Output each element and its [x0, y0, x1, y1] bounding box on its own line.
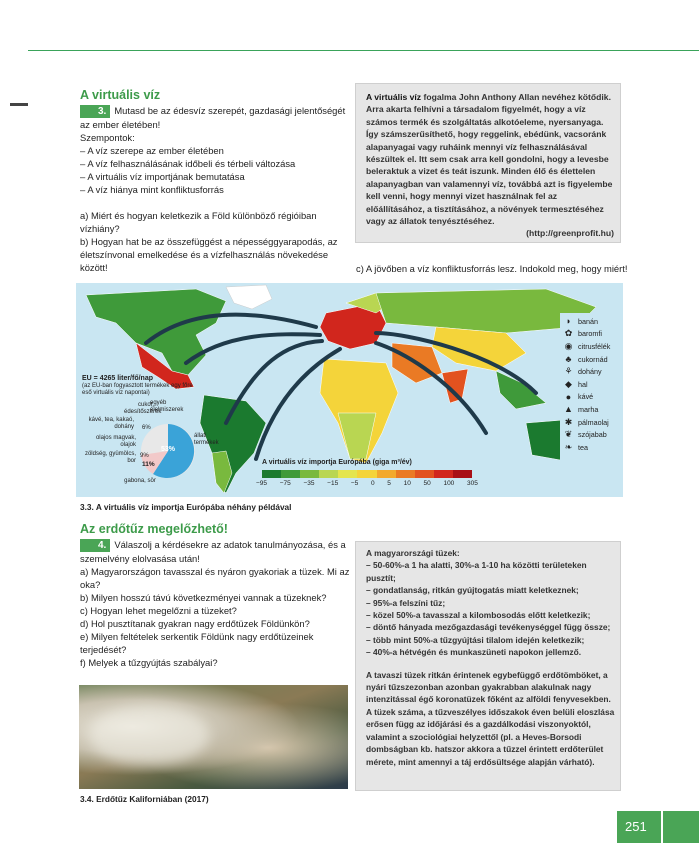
legend-label: tea: [578, 442, 588, 452]
page-number-divider: [661, 811, 663, 843]
legend-item: [562, 441, 622, 454]
note-hungarian-fires: [356, 542, 620, 790]
eu-stat-value: EU = 4265 liter/fő/nap: [82, 375, 153, 382]
photo-caption: 3.4. Erdőtűz Kaliforniában (2017): [80, 794, 209, 804]
wildfire-satellite-photo: [79, 685, 348, 789]
tobacco-icon: ⚘: [564, 366, 573, 377]
eu-stat: [82, 375, 202, 397]
task-text: Válaszolj a kérdésekre az adatok tanulmányozása, és a szemelvény elolvasása után!: [80, 539, 346, 564]
pie-pct-9: 9%: [140, 453, 149, 459]
list-item: – A virtuális víz importjának bemutatása: [80, 170, 348, 183]
tea-icon: ❧: [564, 441, 573, 452]
scale-swatch: [281, 470, 300, 478]
question: f) Melyek a tűzgyújtás szabályai?: [80, 657, 218, 668]
list-item: – A víz szerepe az ember életében: [80, 144, 348, 157]
scale-tick: −15: [327, 480, 339, 487]
scale-tick: −35: [303, 480, 315, 487]
citrus-icon: ◉: [564, 340, 573, 351]
scale-swatch: [396, 470, 415, 478]
section-virtual-water: [80, 88, 348, 274]
palm-oil-icon: ✱: [564, 416, 573, 427]
page-number-box: [617, 811, 699, 843]
pie-pct-gabona: 11%: [142, 461, 155, 468]
note-source: (http://greenprofit.hu): [526, 228, 614, 239]
legend-item: [562, 391, 622, 404]
scale-swatch: [300, 470, 319, 478]
legend-item: [562, 403, 622, 416]
scale-tick: 100: [443, 480, 455, 487]
list-item: – gondatlanság, ritkán gyújtogatás miatt keletkeznek;: [366, 584, 616, 596]
scale-tick: −5: [350, 480, 359, 487]
legend-label: pálmaolaj: [578, 417, 609, 427]
sugarcane-icon: ♣: [565, 354, 572, 365]
scale-tick: 5: [387, 480, 391, 487]
section-wildfire: [80, 522, 350, 669]
task-number: 3.: [80, 105, 110, 118]
scale-swatch: [338, 470, 357, 478]
legend-label: szójabab: [578, 430, 607, 440]
greenland: [226, 285, 272, 309]
question-a: a) Miért és hogyan keletkezik a Föld különböző régióiban vízhiány?: [80, 210, 317, 234]
section-title: A virtuális víz: [80, 88, 161, 102]
arrow-na2: [186, 334, 320, 363]
map-caption: 3.3. A virtuális víz importja Európába néhány példával: [80, 502, 292, 512]
legend-label: dohány: [578, 367, 602, 377]
scale-swatch: [262, 470, 281, 478]
pie-pct-main: 53%: [161, 446, 176, 453]
world-map-figure: [76, 283, 623, 497]
legend-item: [562, 378, 622, 391]
task-4: [80, 538, 350, 565]
list-item: – közel 50%-a tavasszal a kilombosodás előtt keletkezik;: [366, 609, 616, 621]
points-label: Szempontok:: [80, 132, 135, 143]
pie-label-zoldseg: zöldség, gyümölcs, bor: [84, 451, 136, 464]
legend-label: marha: [578, 404, 599, 414]
note-text: fogalma John Anthony Allan nevéhez kötődik. Arra akarta felhívni a társadalom figyelmét, hogy a víz számos termék és szolgáltatás alkotóeleme, nyersanyaga. Így számszerűsíthető, hogy reggelink, ebédünk, vacsoránk alapanyagai vagy ruháink mennyi víz felhasználásával készültek el. Itt sem csak arra kell gondolni, hogy a levesbe beleraktuk a vizet és teát iszunk. Minden élő és élettelen alapanyagban van valamennyi víz, továbbá azt is figyelembe kell venni, hogy mennyi vizet használnak fel az előállításához, a tisztításához, a növények termesztéséhez vagy az állatok tenyésztéséhez.: [366, 92, 613, 227]
scale-tick: 50: [423, 480, 431, 487]
smoke-plume: [89, 705, 209, 765]
page-number: 251: [625, 819, 647, 834]
legend-label: banán: [578, 316, 598, 326]
legend-item: [562, 416, 622, 429]
product-legend: [562, 315, 622, 454]
scale-swatch: [415, 470, 434, 478]
list-item: – 40%-a hétvégén és munkaszüneti napokon jellemző.: [366, 646, 616, 658]
list-item: – 95%-a felszíni tűz;: [366, 597, 616, 609]
pie-label-cukor: cukor, édesítőszerek: [124, 402, 162, 415]
color-scale: [262, 470, 472, 478]
pie-label-olaj: olajos magvak, olajok: [95, 435, 136, 448]
note-term: A virtuális víz: [366, 92, 422, 102]
scale-tick: −95: [256, 480, 268, 487]
task-3: [80, 104, 348, 131]
legend-item: [562, 340, 622, 353]
scale-title: A virtuális víz importja Európába (giga m³/év): [262, 459, 412, 466]
pie-pct-6: 6%: [142, 425, 151, 431]
section-title: Az erdőtűz megelőzhető!: [80, 522, 228, 536]
fish-icon: ◆: [565, 378, 572, 389]
list-item: – döntő hányada mezőgazdasági tevékenységgel függ össze;: [366, 621, 616, 633]
pie-label-gabona: gabona, sör: [124, 478, 156, 484]
pie-label-allati: állati termékek: [194, 433, 219, 446]
cotton-icon: ✿: [564, 328, 573, 339]
note-virtual-water: [356, 84, 620, 242]
question: a) Magyarországon tavasszal és nyáron gyakoriak a tüzek. Mi az oka?: [80, 566, 350, 590]
china: [432, 327, 526, 371]
task-number: 4.: [80, 539, 110, 552]
legend-item: [562, 428, 622, 441]
question-b: b) Hogyan hat be az összefüggést a népességgyarapodás, az életszínvonal emelkedése és a vízfelhasználás növekedése között!: [80, 236, 338, 273]
note-paragraph: A tüzek száma, a tűzveszélyes időszakok éven belüli eloszlása erősen függ az időjárási és a gazdálkodási viszonyoktól, valamint a szociológiai helyzettől (pl. a Heves-Borsodi dombságban kb. hatszor akkora a tűzzel érintett erdőterület mérete, mint amennyi a táj erdősültsége alapján várható).: [366, 706, 615, 767]
eu-stat-note: (az EU-ban fogyasztott termékek egy főre eső virtuális víz napontai): [82, 383, 193, 396]
legend-label: citrusfélék: [578, 341, 611, 351]
question-c: c) A jövőben a víz konfliktusforrás lesz. Indokold meg, hogy miért!: [356, 263, 628, 274]
task-text: Mutasd be az édesvíz szerepét, gazdasági jelentőségét az ember életében!: [80, 105, 346, 130]
legend-item: [562, 353, 622, 366]
pie-label-egyeb: egyéb élelmiszerek: [150, 400, 184, 413]
scale-swatch: [357, 470, 376, 478]
scale-swatch: [434, 470, 453, 478]
coffee-icon: ●: [565, 391, 572, 402]
list-item: – több mint 50%-a tűzgyújtási tilalom idején keletkezik;: [366, 634, 616, 646]
scale-tick: 0: [370, 480, 375, 487]
southeast-asia: [496, 371, 546, 409]
legend-label: cukornád: [578, 354, 608, 364]
legend-label: kávé: [578, 392, 594, 402]
scale-tick: 10: [403, 480, 411, 487]
scale-ticks: [256, 480, 478, 490]
list-item: – A víz felhasználásának időbeli és térbeli változása: [80, 157, 348, 170]
question: b) Milyen hosszú távú következményei vannak a tüzeknek?: [80, 592, 327, 603]
scale-swatch: [319, 470, 338, 478]
header-rule: [28, 50, 699, 51]
note-paragraph: A tavaszi tüzek ritkán érintenek egybefüggő erdőtömböket, a nyári tűzszezonban azonban gyakrabban alakulnak nagy intenzitással égő koronatüzek főként az alföldi fenyvesekben.: [366, 669, 611, 705]
legend-item: [562, 365, 622, 378]
legend-item: [562, 315, 622, 328]
legend-label: hal: [578, 379, 588, 389]
margin-marker: [10, 103, 28, 106]
list-item: – A víz hiánya mint konfliktusforrás: [80, 183, 348, 196]
scale-tick: −75: [279, 480, 291, 487]
cattle-icon: ▲: [564, 404, 573, 415]
question: d) Hol pusztítanak gyakran nagy erdőtüzek Földünkön?: [80, 618, 310, 629]
question: e) Milyen feltételek serkentik Földünk nagy erdőtüzeinek terjedését?: [80, 631, 314, 655]
scale-swatch: [377, 470, 396, 478]
legend-label: baromfi: [578, 329, 602, 339]
scale-swatch: [453, 470, 472, 478]
legend-item: [562, 328, 622, 341]
fire-facts-list: [366, 559, 616, 658]
question: c) Hogyan lehet megelőzni a tüzeket?: [80, 605, 237, 616]
pie-label-kave: kávé, tea, kakaó, dohány: [88, 417, 134, 430]
points-list: [80, 144, 348, 196]
banana-icon: ◗: [565, 316, 572, 327]
soy-icon: ❦: [564, 429, 573, 440]
list-item: – 50-60%-a 1 ha alatti, 30%-a 1-10 ha közötti területeken pusztít;: [366, 559, 616, 584]
note-heading: A magyarországi tüzek:: [366, 548, 460, 558]
scale-tick: 305: [467, 480, 478, 487]
